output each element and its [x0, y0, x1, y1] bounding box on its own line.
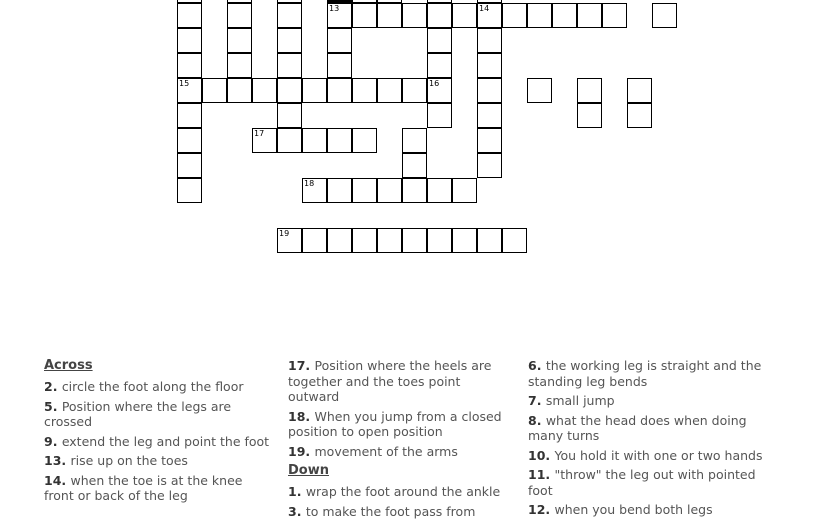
- clue-number: 10.: [528, 447, 555, 463]
- clue-text: wrap the foot around the ankle: [305, 484, 501, 499]
- grid-cell[interactable]: [277, 128, 302, 153]
- clues-column-3: [528, 358, 766, 522]
- grid-cell[interactable]: [452, 178, 477, 203]
- grid-cell[interactable]: [327, 53, 352, 78]
- clue-item[interactable]: [528, 467, 766, 498]
- grid-cell[interactable]: [477, 28, 502, 53]
- grid-cell[interactable]: [302, 78, 327, 103]
- grid-cell[interactable]: [527, 3, 552, 28]
- grid-cell[interactable]: [577, 3, 602, 28]
- clue-text: When you jump from a closed position to open position: [288, 408, 502, 439]
- grid-cell[interactable]: [477, 228, 502, 253]
- grid-cell[interactable]: [277, 3, 302, 28]
- grid-cell[interactable]: [302, 228, 327, 253]
- clue-text: small jump: [545, 393, 615, 408]
- grid-cell[interactable]: [477, 128, 502, 153]
- clue-text: when the toe is at the knee front or back of the leg: [44, 472, 243, 503]
- grid-cell[interactable]: [577, 103, 602, 128]
- grid-cell[interactable]: [327, 228, 352, 253]
- grid-cell[interactable]: [277, 103, 302, 128]
- grid-cell[interactable]: [477, 103, 502, 128]
- clue-number: 14.: [44, 472, 71, 488]
- clue-item[interactable]: [528, 413, 766, 444]
- grid-cell[interactable]: [577, 78, 602, 103]
- grid-cell[interactable]: [177, 78, 202, 103]
- grid-cell[interactable]: [327, 178, 352, 203]
- grid-cell[interactable]: [227, 78, 252, 103]
- grid-cell[interactable]: [427, 178, 452, 203]
- grid-cell[interactable]: [477, 78, 502, 103]
- clue-number: 3.: [288, 503, 306, 519]
- grid-cell[interactable]: [177, 53, 202, 78]
- clue-text: the working leg is straight and the standing leg bends: [528, 358, 762, 389]
- clue-text: rise up on the toes: [70, 453, 188, 468]
- cell-number: 13: [329, 4, 340, 13]
- grid-cell[interactable]: [502, 3, 527, 28]
- grid-cell[interactable]: [177, 3, 202, 28]
- clue-number: 13.: [44, 453, 71, 468]
- clue-text: Position where the heels are together and the toes point outward: [288, 358, 492, 404]
- grid-cell[interactable]: [552, 3, 577, 28]
- grid-cell[interactable]: [402, 78, 427, 103]
- cell-number: 17: [254, 129, 265, 138]
- clue-item[interactable]: [44, 473, 272, 504]
- grid-cell[interactable]: [627, 78, 652, 103]
- grid-cell[interactable]: [302, 128, 327, 153]
- clue-text: circle the foot along the floor: [61, 379, 244, 394]
- clue-item[interactable]: [528, 393, 766, 409]
- clue-item[interactable]: [288, 484, 514, 500]
- grid-cell[interactable]: [327, 3, 352, 28]
- grid-cell[interactable]: [527, 78, 552, 103]
- grid-cell[interactable]: [627, 103, 652, 128]
- grid-cell[interactable]: [277, 28, 302, 53]
- clue-item[interactable]: [44, 434, 272, 450]
- grid-cell[interactable]: [427, 228, 452, 253]
- cell-number: 15: [179, 79, 190, 88]
- grid-cell[interactable]: [352, 228, 377, 253]
- grid-cell[interactable]: [177, 153, 202, 178]
- grid-cell[interactable]: [402, 178, 427, 203]
- grid-cell[interactable]: [477, 3, 502, 28]
- grid-cell[interactable]: [427, 53, 452, 78]
- grid-cell[interactable]: [252, 78, 277, 103]
- grid-cell[interactable]: [227, 3, 252, 28]
- grid-cell[interactable]: [427, 78, 452, 103]
- grid-cell[interactable]: [377, 3, 402, 28]
- clue-item[interactable]: [44, 453, 272, 469]
- grid-cell[interactable]: [277, 228, 302, 253]
- clue-text: extend the leg and point the foot: [61, 433, 270, 449]
- grid-cell[interactable]: [402, 128, 427, 153]
- across-heading: Across: [44, 358, 93, 373]
- clue-item[interactable]: [288, 444, 514, 460]
- cell-number: 19: [279, 229, 290, 238]
- grid-cell[interactable]: [452, 228, 477, 253]
- grid-cell[interactable]: [377, 228, 402, 253]
- clues-column-1: [44, 358, 272, 508]
- grid-cell[interactable]: [177, 178, 202, 203]
- grid-cell[interactable]: [352, 78, 377, 103]
- grid-cell[interactable]: [352, 3, 377, 28]
- clue-number: 18.: [288, 408, 315, 424]
- clue-text: to make the foot pass from: [305, 503, 476, 519]
- clue-number: 9.: [44, 433, 62, 449]
- clue-number: 7.: [528, 393, 546, 408]
- grid-cell[interactable]: [277, 53, 302, 78]
- grid-cell[interactable]: [302, 178, 327, 203]
- grid-cell[interactable]: [402, 153, 427, 178]
- clue-item[interactable]: [528, 448, 766, 464]
- grid-cell[interactable]: [352, 128, 377, 153]
- grid-cell[interactable]: [602, 3, 627, 28]
- clue-number: 19.: [288, 443, 315, 459]
- clue-item[interactable]: [288, 409, 514, 440]
- clue-text: when you bend both legs: [554, 502, 713, 517]
- clue-item[interactable]: [528, 358, 766, 389]
- grid-cell[interactable]: [477, 153, 502, 178]
- grid-cell[interactable]: [277, 78, 302, 103]
- clue-number: 6.: [528, 358, 546, 373]
- grid-cell[interactable]: [177, 128, 202, 153]
- clue-number: 17.: [288, 358, 315, 373]
- cell-number: 16: [429, 79, 440, 88]
- grid-cell[interactable]: [477, 53, 502, 78]
- grid-cell[interactable]: [227, 53, 252, 78]
- grid-cell[interactable]: [327, 78, 352, 103]
- grid-cell[interactable]: [227, 28, 252, 53]
- cell-number: 18: [304, 179, 315, 188]
- clue-item[interactable]: [288, 358, 514, 405]
- grid-cell[interactable]: [177, 28, 202, 53]
- grid-cell[interactable]: [427, 28, 452, 53]
- grid-cell[interactable]: [377, 78, 402, 103]
- cell-number: 14: [479, 4, 490, 13]
- grid-cell[interactable]: [502, 228, 527, 253]
- clue-text: You hold it with one or two hands: [554, 447, 763, 463]
- clues-section: [0, 358, 816, 530]
- grid-cell[interactable]: [402, 228, 427, 253]
- clue-item[interactable]: [288, 504, 514, 520]
- clue-item[interactable]: [44, 379, 272, 395]
- grid-cell[interactable]: [452, 3, 477, 28]
- grid-cell[interactable]: [352, 178, 377, 203]
- clue-number: 11.: [528, 467, 555, 482]
- grid-cell[interactable]: [377, 178, 402, 203]
- clue-item[interactable]: [44, 399, 272, 430]
- clue-text: what the head does when doing many turns: [528, 412, 747, 443]
- clue-text: movement of the arms: [314, 443, 458, 459]
- grid-cell[interactable]: [252, 128, 277, 153]
- grid-cell[interactable]: [652, 3, 677, 28]
- clue-number: 1.: [288, 484, 306, 499]
- grid-cell[interactable]: [177, 103, 202, 128]
- grid-cell[interactable]: [427, 103, 452, 128]
- clue-text: Position where the legs are crossed: [44, 398, 232, 429]
- clue-text: "throw" the leg out with pointed foot: [528, 467, 756, 498]
- clues-column-2: [288, 358, 514, 523]
- down-heading: Down: [288, 463, 329, 478]
- grid-cell[interactable]: [327, 28, 352, 53]
- clue-number: 12.: [528, 502, 555, 517]
- grid-cell[interactable]: [327, 128, 352, 153]
- grid-cell[interactable]: [402, 3, 427, 28]
- grid-cell[interactable]: [202, 78, 227, 103]
- grid-cell[interactable]: [427, 3, 452, 28]
- clue-item[interactable]: [528, 502, 766, 518]
- clue-number: 5.: [44, 398, 62, 414]
- clue-number: 2.: [44, 379, 62, 394]
- clue-number: 8.: [528, 412, 546, 428]
